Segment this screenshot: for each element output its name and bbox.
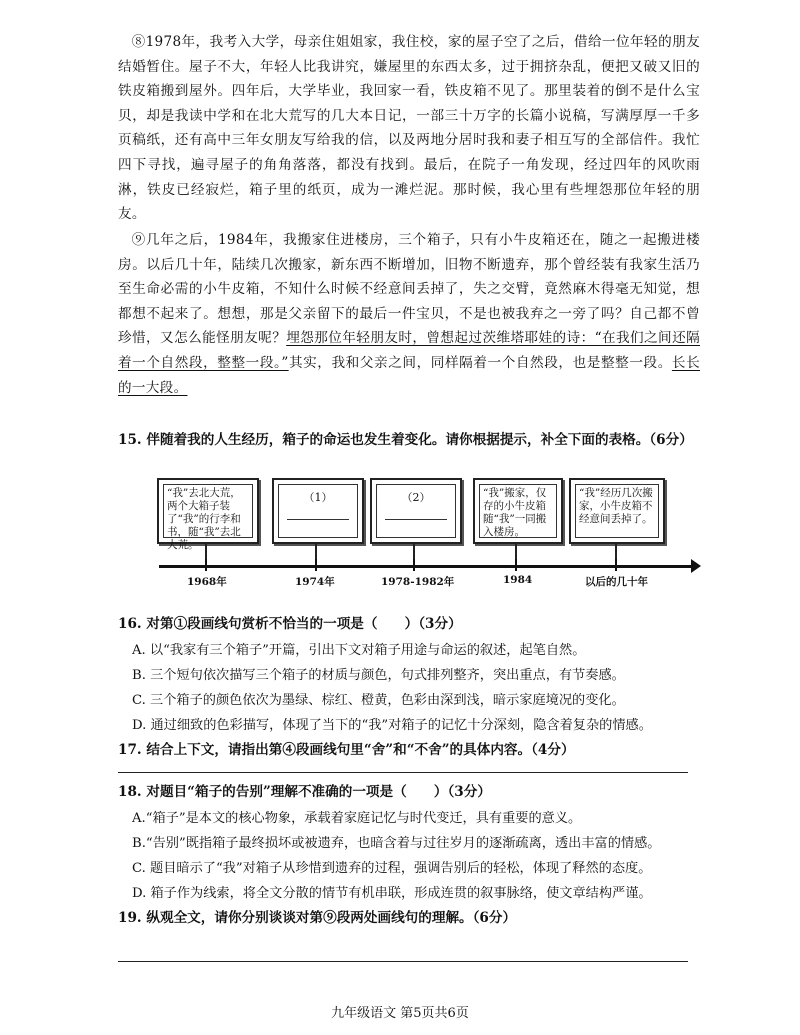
underlined-sentence-2: 长长的一大段。 — [118, 354, 700, 396]
timeline-box-1968 — [157, 478, 259, 551]
question-17: 17. 结合上下文，请指出第④段画线句里“舍”和“不舍”的具体内容。（4分） — [118, 742, 575, 758]
year-label: 以后的几十年 — [585, 576, 648, 588]
blank-label-2: （2） — [401, 491, 431, 504]
timeline-box-later — [569, 478, 665, 544]
q16-option-b[interactable]: B. 三个短句依次描写三个箱子的材质与颜色，句式排列整齐，突出重点，有节奏感。 — [132, 668, 625, 683]
paragraph-8-text: ⑧1978年，我考入大学，母亲住姐姐家，我住校，家的屋子空了之后，借给一位年轻的朋友结婚暂住。屋子不大，年轻人比我讲究，嫌屋里的东西太多，过于拥挤杂乱，便把又破又旧的铁皮箱搬到屋外。四年后，大学毕业，我回家一看，铁皮箱不见了。那里装着的倒不是什么宝贝，却是我读中学和在北大荒写的几大本日记，一部三十万字的长篇小说稿，写满厚厚一千多页稿纸，还有高中三年女朋友写给我的信，以及两地分居时我和妻子相互写的全部信件。我忙四下寻找，遍寻屋子的角角落落，都没有找到。最后，在院子一角发现，经过四年的风吹雨淋，铁皮已经寂烂，箱子里的纸页，成为一滩烂泥。那时候，我心里有些埋怨那位年轻的朋友。 — [118, 34, 700, 223]
question-18: 18. 对题目“箱子的告别”理解不准确的一项是（ ）（3分） — [118, 784, 491, 800]
year-label: 1978-1982年 — [381, 576, 455, 588]
timeline-box-1974-blank[interactable] — [272, 478, 364, 544]
answer-blank-1[interactable] — [287, 519, 349, 520]
timeline-box-1978-blank[interactable] — [370, 478, 462, 544]
timeline-box-1984 — [473, 478, 563, 544]
answer-line-q17[interactable] — [118, 772, 688, 773]
q18-option-c[interactable]: C. 题目暗示了“我”对箱子从珍惜到遗弃的过程，强调告别后的轻松，体现了释然的态度。 — [132, 861, 652, 876]
year-label: 1968年 — [187, 576, 227, 588]
axis-tick — [205, 559, 207, 571]
axis-tick — [615, 559, 617, 571]
axis-tick — [315, 559, 317, 571]
paragraph-9-text: ⑨几年之后，1984年，我搬家住进楼房，三个箱子，只有小牛皮箱还在，随之一起搬进楼房。以后几十年，陆续几次搬家，新东西不断增加，旧物不断遗弃，那个曾经装有我家生活乃至生命必需的小牛皮箱，不知什么时候不经意间丢掉了，失之交臂，竟然麻木得毫无知觉，想都想不起来了。想想，那是父亲留下的最后一件宝贝，不是也被我弃之一旁了吗？自己都不曾珍惜，又怎么能怪朋友呢？ — [118, 232, 700, 347]
arrow-right-icon — [691, 559, 701, 573]
axis-tick — [413, 559, 415, 571]
timeline-axis — [159, 565, 693, 568]
axis-tick — [515, 559, 517, 571]
passage-paragraph-9 — [118, 228, 700, 400]
timeline-box-text: “我”去北大荒，两个大箱子装了“我”的行李和书，随“我”去北大荒。 — [163, 484, 253, 538]
q18-option-b[interactable]: B.“告别”既指箱子最终损坏或被遗弃，也暗含着与过往岁月的逐渐疏离，透出丰富的情感。 — [132, 836, 661, 851]
passage-paragraph-8 — [118, 30, 700, 227]
timeline-box-text: “我”经历几次搬家，小牛皮箱不经意间丢掉了。 — [575, 484, 659, 538]
answer-line-q19[interactable] — [118, 961, 688, 962]
question-15: 15. 伴随着我的人生经历，箱子的命运也发生着变化。请你根据提示，补全下面的表格。（6分） — [118, 432, 693, 448]
q16-option-d[interactable]: D. 通过细致的色彩描写，体现了当下的“我”对箱子的记忆十分深刻，隐含着复杂的情感。 — [132, 718, 652, 733]
underlined-sentence-1: 埋怨那位年轻朋友时，曾想起过茨维塔耶娃的诗：“在我们之间还隔着一个自然段，整整一段。” — [118, 330, 700, 371]
q18-option-d[interactable]: D. 箱子作为线索，将全文分散的情节有机串联，形成连贯的叙事脉络，使文章结构严谨。 — [132, 886, 652, 901]
q16-option-a[interactable]: A. 以“我家有三个箱子”开篇，引出下文对箱子用途与命运的叙述，起笔自然。 — [132, 643, 586, 658]
timeline-box-text: “我”搬家，仅存的小牛皮箱随“我”一同搬入楼房。 — [479, 484, 557, 538]
year-label: 1984 — [503, 574, 533, 586]
question-16: 16. 对第①段画线句赏析不恰当的一项是（ ）（3分） — [118, 616, 462, 632]
q16-option-c[interactable]: C. 三个箱子的颜色依次为墨绿、棕红、橙黄，色彩由深到浅，暗示家庭境况的变化。 — [132, 693, 625, 708]
blank-label-1: （1） — [303, 491, 333, 504]
year-label: 1974年 — [295, 576, 335, 588]
answer-blank-2[interactable] — [385, 519, 447, 520]
page-footer: 九年级语文 第5页共6页 — [331, 1006, 469, 1021]
timeline-diagram — [155, 468, 695, 593]
q18-option-a[interactable]: A.“箱子”是本文的核心物象，承载着家庭记忆与时代变迁，具有重要的意义。 — [132, 811, 582, 826]
question-19: 19. 纵观全文，请你分别谈谈对第⑨段两处画线句的理解。（6分） — [118, 910, 517, 926]
paragraph-9-middle: 其实，我和父亲之间，同样隔着一个自然段，也是整整一段。 — [288, 354, 672, 371]
